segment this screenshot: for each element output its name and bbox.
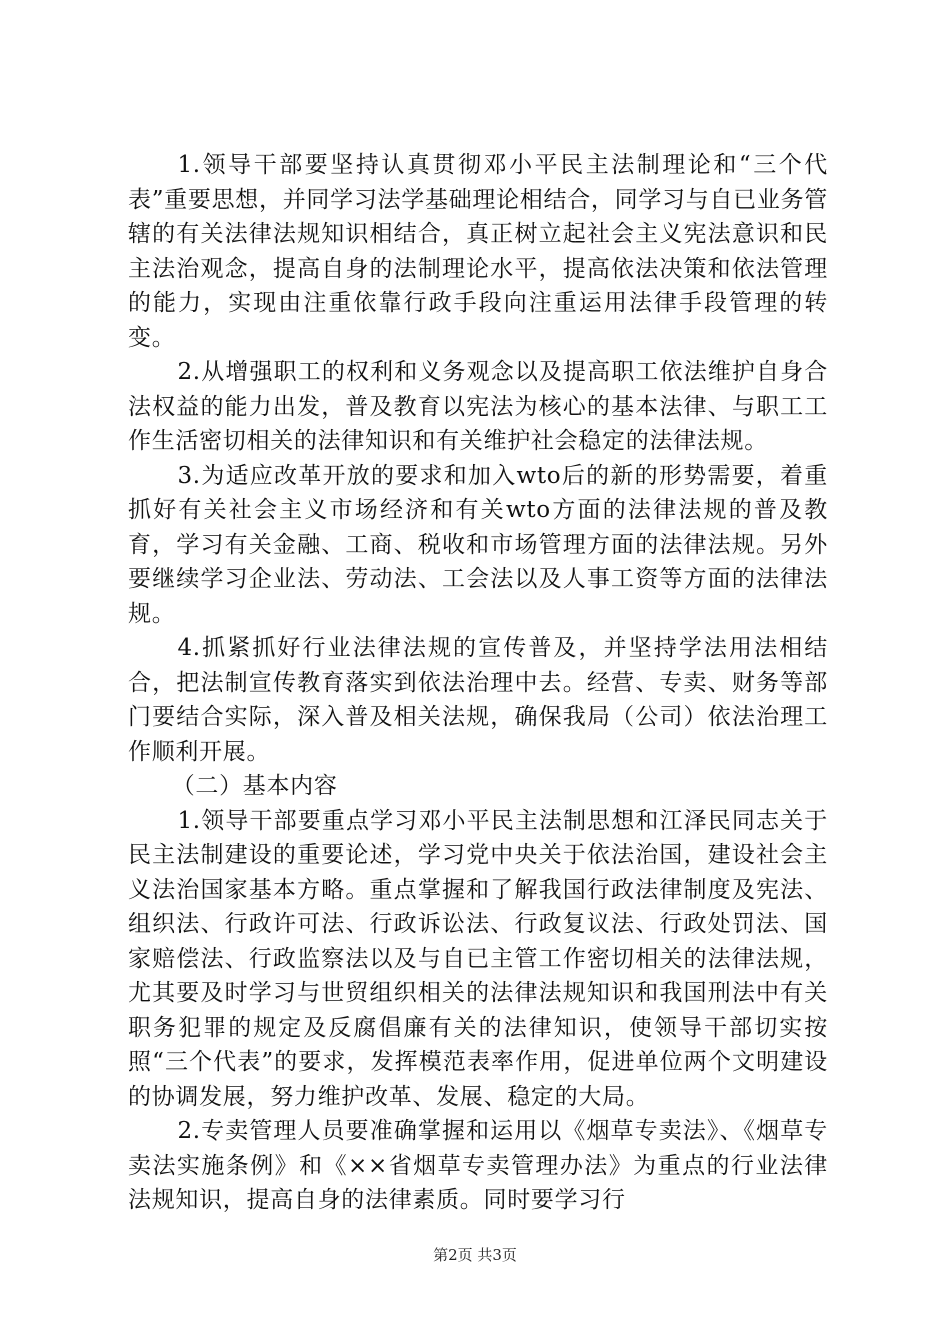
- paragraph-workers-rights: 2.从增强职工的权利和义务观念以及提高职工依法维护自身合法权益的能力出发，普及教育以宪法为核心的基本法律、与职工工作生活密切相关的法律知识和有关维护社会稳定的法律法规。: [128, 359, 828, 454]
- paragraph-industry-laws: 4.抓紧抓好行业法律法规的宣传普及，并坚持学法用法相结合，把法制宣传教育落实到依法治理中去。经营、专卖、财务等部门要结合实际，深入普及相关法规，确保我局（公司）依法治理工作顺利开展。: [128, 635, 828, 765]
- section-heading-basic-content: （二）基本内容: [171, 773, 338, 799]
- paragraph-wto-laws: 3.为适应改革开放的要求和加入wto后的新的形势需要，着重抓好有关社会主义市场经济和有关wto方面的法律法规的普及教育，学习有关金融、工商、税收和市场管理方面的法律法规。另外要继续学习企业法、劳动法、工会法以及人事工资等方面的法律法规。: [128, 462, 828, 627]
- paragraph-leaders-study: 1.领导干部要重点学习邓小平民主法制思想和江泽民同志关于民主法制建设的重要论述，学习党中央关于依法治国，建设社会主义法治国家基本方略。重点掌握和了解我国行政法律制度及宪法、组织法、行政许可法、行政诉讼法、行政复议法、行政处罚法、国家赔偿法、行政监察法以及与自已主管工作密切相关的法律法规，尤其要及时学习与世贸组织相关的法律法规知识和我国刑法中有关职务犯罪的规定及反腐倡廉有关的法律知识，使领导干部切实按照“三个代表”的要求，发挥模范表率作用，促进单位两个文明建设的协调发展，努力维护改革、发展、稳定的大局。: [128, 807, 828, 1110]
- paragraph-monopoly-staff: 2.专卖管理人员要准确掌握和运用以《烟草专卖法》、《烟草专卖法实施条例》和《××省烟草专卖管理办法》为重点的行业法律法规知识，提高自身的法律素质。同时要学习行: [128, 1118, 828, 1213]
- page-footer: 第2页 共3页: [433, 1246, 517, 1264]
- paragraph-leaders-theory: 1.领导干部要坚持认真贯彻邓小平民主法制理论和“三个代表”重要思想，并同学习法学基础理论相结合，同学习与自已业务管辖的有关法律法规知识相结合，真正树立起社会主义宪法意识和民主法治观念，提高自身的法制理论水平，提高依法决策和依法管理的能力，实现由注重依靠行政手段向注重运用法律手段管理的转变。: [128, 152, 828, 351]
- document-body: [128, 148, 828, 1218]
